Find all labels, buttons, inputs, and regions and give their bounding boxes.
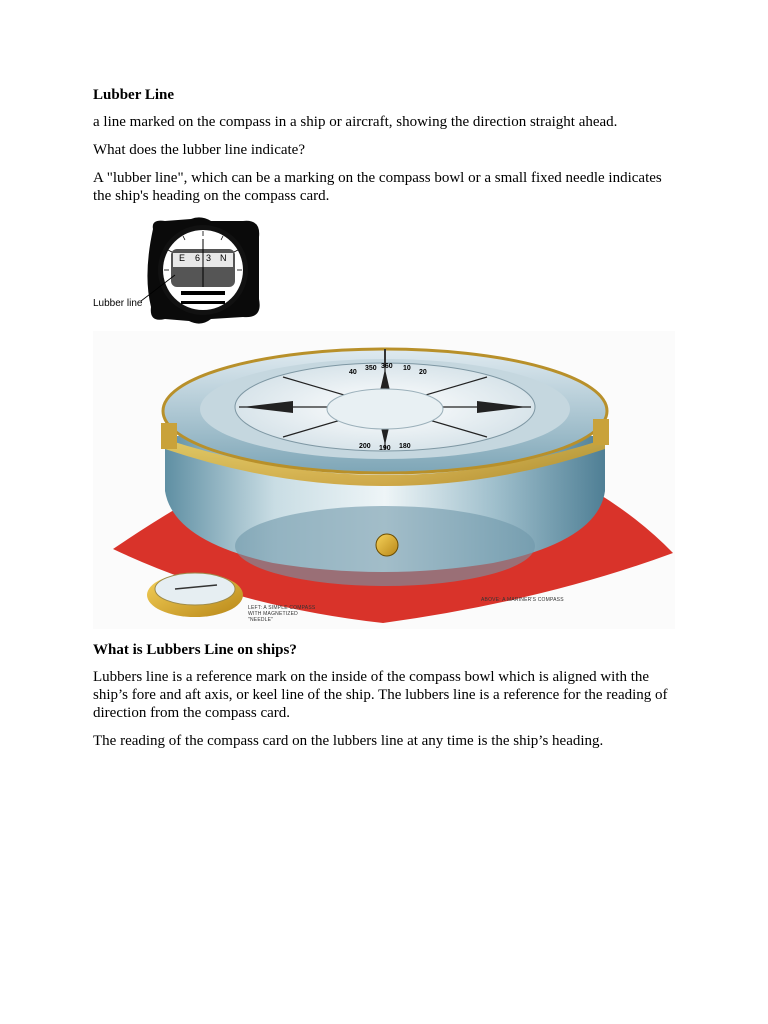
- caption-mariners-compass: ABOVE: A MARINER'S COMPASS: [481, 597, 564, 603]
- card-letter-3: 3: [206, 253, 212, 263]
- definition-text: a line marked on the compass in a ship or aircraft, showing the direction straight ahead.: [93, 114, 618, 130]
- compass-diagram-icon: [93, 215, 273, 327]
- card-number-360: 360: [381, 363, 393, 370]
- mariners-compass-icon: [93, 331, 675, 629]
- section-title-lubbers-line-ships: What is Lubbers Line on ships?: [93, 642, 297, 658]
- card-number-200: 200: [359, 443, 371, 450]
- card-letter-6: 6: [195, 253, 201, 263]
- mariners-compass-illustration: [93, 331, 675, 629]
- answer-text: A "lubber line", which can be a marking on the compass bowl or a small fixed needle indicates the ship's heading on the compass card.: [93, 170, 662, 204]
- card-letter-n: N: [220, 253, 227, 263]
- card-number-350: 350: [365, 365, 377, 372]
- document-page: [93, 86, 678, 760]
- section-title-lubber-line: Lubber Line: [93, 87, 174, 103]
- card-number-180: 180: [399, 443, 411, 450]
- lubbers-line-paragraph-2: The reading of the compass card on the lubbers line at any time is the ship’s heading.: [93, 733, 604, 749]
- lubber-line-label: Lubber line: [93, 298, 143, 309]
- question-text: What does the lubber line indicate?: [93, 142, 305, 158]
- card-letter-e: E: [179, 253, 186, 263]
- card-number-10: 10: [403, 365, 411, 372]
- lubber-line-diagram: [93, 215, 273, 327]
- lubbers-line-paragraph-1: Lubbers line is a reference mark on the inside of the compass bowl which is aligned with the ship’s fore and aft axis, or keel line of the ship. The lubbers line is a reference for the reading of direction from the compass card.: [93, 669, 668, 721]
- card-number-20: 20: [419, 369, 427, 376]
- card-number-190: 190: [379, 445, 391, 452]
- card-number-40: 40: [349, 369, 357, 376]
- caption-simple-compass: LEFT: A SIMPLE COMPASS WITH MAGNETIZED "NEEDLE": [248, 605, 316, 623]
